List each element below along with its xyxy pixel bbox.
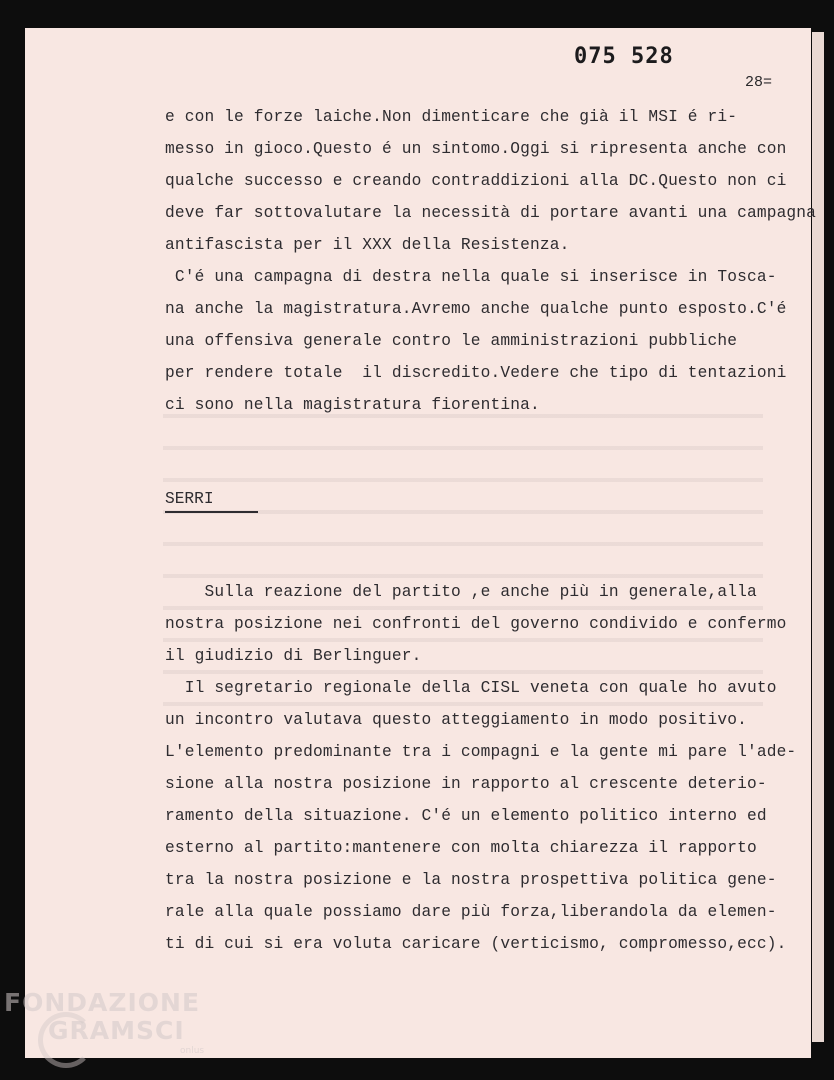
text-line: nostra posizione nei confronti del governo condivido e confermo — [165, 615, 787, 633]
section-heading: SERRI — [165, 490, 258, 513]
watermark-line1: FONDAZIONE — [4, 988, 201, 1017]
text-line: sione alla nostra posizione in rapporto al crescente deterio- — [165, 775, 767, 793]
document-page — [25, 28, 817, 1058]
text-line: messo in gioco.Questo é un sintomo.Oggi si ripresenta anche con — [165, 140, 787, 158]
text-line: na anche la magistratura.Avremo anche qualche punto esposto.C'é — [165, 300, 787, 318]
text-line: tra la nostra posizione e la nostra prospettiva politica gene- — [165, 871, 777, 889]
text-line: e con le forze laiche.Non dimenticare che già il MSI é ri- — [165, 108, 738, 126]
watermark-line2: GRAMSCI — [48, 1016, 185, 1045]
text-line: C'é una campagna di destra nella quale si inserisce in Tosca- — [165, 268, 777, 286]
text-line: qualche successo e creando contraddizioni alla DC.Questo non ci — [165, 172, 787, 190]
text-line: Sulla reazione del partito ,e anche più in generale,alla — [165, 583, 757, 601]
fondazione-gramsci-watermark — [4, 988, 214, 1080]
text-line: ramento della situazione. C'é un elemento politico interno ed — [165, 807, 767, 825]
text-line: deve far sottovalutare la necessità di portare avanti una campagna — [165, 204, 817, 222]
text-line: esterno al partito:mantenere con molta chiarezza il rapporto — [165, 839, 757, 857]
text-line: ti di cui si era voluta caricare (verticismo, compromesso,ecc). — [165, 935, 787, 953]
text-line: antifascista per il XXX della Resistenza. — [165, 236, 570, 254]
reference-number: 075 528 — [574, 44, 674, 69]
text-line: Il segretario regionale della CISL veneta con quale ho avuto — [165, 679, 777, 697]
text-line: per rendere totale il discredito.Vedere che tipo di tentazioni — [165, 364, 787, 382]
text-line: L'elemento predominante tra i compagni e la gente mi pare l'ade- — [165, 743, 797, 761]
watermark-suffix: onlus — [180, 1046, 205, 1056]
page-edge — [812, 32, 824, 1042]
text-line: ci sono nella magistratura fiorentina. — [165, 396, 540, 414]
text-line: il giudizio di Berlinguer. — [165, 647, 422, 665]
text-line: rale alla quale possiamo dare più forza,liberandola da elemen- — [165, 903, 777, 921]
text-line: una offensiva generale contro le amministrazioni pubbliche — [165, 332, 738, 350]
page-number: 28= — [745, 74, 773, 91]
text-line: un incontro valutava questo atteggiamento in modo positivo. — [165, 711, 747, 729]
